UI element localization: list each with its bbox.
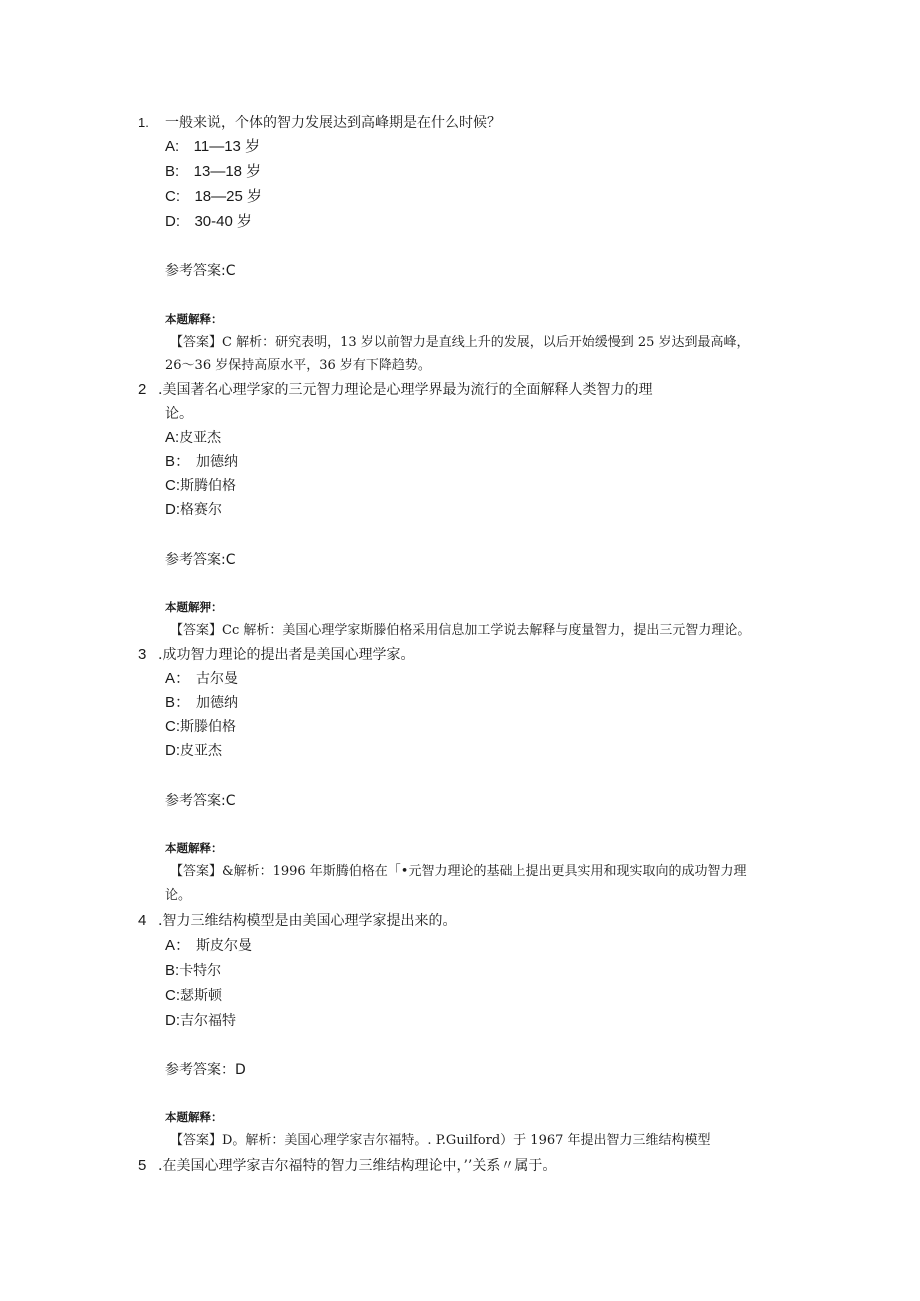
question-text: 一般来说，个体的智力发展达到高峰期是在什么时候？ <box>165 115 501 131</box>
reference-answer: 参考答案：D <box>165 1062 246 1078</box>
option-text: 30-40 岁 <box>194 213 252 230</box>
option-text: 吉尔福特 <box>180 1013 236 1029</box>
option-text: 斯腾伯格 <box>180 478 236 494</box>
question-number: 2 <box>138 381 147 398</box>
explanation-line: 【答案】Cc 解析：美国心理学家斯滕伯格采用信息加工学说去解释与度量智力，提出三元智力理论。 <box>170 623 751 638</box>
option-text: 瑟斯顿 <box>180 988 222 1004</box>
option-text: 加德纳 <box>196 695 239 711</box>
option-b <box>165 453 238 471</box>
option-label: B： <box>165 694 191 711</box>
explanation-title: 本题解狎： <box>165 600 223 614</box>
question-text: .美国著名心理学家的三元智力理论是心理学界最为流行的全面解释人类智力的理 <box>158 382 653 398</box>
option-label: C: <box>165 477 180 494</box>
explanation-title: 本题解释： <box>165 312 223 326</box>
option-label: A: <box>165 429 180 446</box>
option-label: B: <box>165 163 180 180</box>
option-label: A： <box>165 937 191 954</box>
reference-answer: 参考答案:C <box>165 263 236 279</box>
question-text: .成功智力理论的提出者是美国心理学家。 <box>158 647 415 663</box>
option-text: 斯滕伯格 <box>180 719 236 735</box>
option-d <box>165 1012 236 1030</box>
explanation-title: 本题解释： <box>165 841 223 855</box>
option-label: B： <box>165 453 191 470</box>
reference-answer: 参考答案:C <box>165 552 236 568</box>
option-d <box>165 742 222 760</box>
option-b <box>165 962 221 980</box>
question-text: 论。 <box>165 406 193 422</box>
question-text: .智力三维结构模型是由美国心理学家提出来的。 <box>158 913 457 929</box>
option-text: 18—25 岁 <box>194 188 262 205</box>
question-text: .在美国心理学家吉尔福特的智力三维结构理论中，’’关系〃属于。 <box>158 1158 557 1174</box>
option-label: D: <box>165 501 180 518</box>
option-label: C: <box>165 188 180 205</box>
option-c <box>165 477 236 495</box>
question-number: 4 <box>138 912 147 929</box>
option-text: 皮亚杰 <box>180 743 222 759</box>
option-text: 卡特尔 <box>179 963 222 979</box>
option-label: C: <box>165 987 180 1004</box>
option-a <box>165 429 221 447</box>
option-c <box>165 987 222 1005</box>
option-text: 斯皮尔曼 <box>196 938 253 954</box>
question-number: 5 <box>138 1157 147 1174</box>
option-b <box>165 163 261 181</box>
option-label: D: <box>165 1012 180 1029</box>
option-label: D: <box>165 213 180 230</box>
option-text: 格赛尔 <box>180 502 222 518</box>
option-label: A: <box>165 138 180 155</box>
option-label: D: <box>165 742 180 759</box>
option-b <box>165 694 238 712</box>
option-a <box>165 937 252 955</box>
option-text: 13—18 岁 <box>193 163 262 180</box>
option-c <box>165 188 262 206</box>
option-d <box>165 213 252 231</box>
explanation-line: 26～36 岁保持高原水平，36 岁有下降趋势。 <box>165 358 431 373</box>
explanation-title: 本题解释： <box>165 1110 223 1124</box>
option-text: 加德纳 <box>196 454 239 470</box>
option-a <box>165 670 238 688</box>
question-number: 3 <box>138 646 147 663</box>
question-number: 1. <box>138 115 149 130</box>
explanation-line: 【答案】D。解析：美国心理学家吉尔福特。. P.Guilford）于 1967 年提出智力三维结构模型 <box>170 1133 711 1148</box>
option-d <box>165 501 222 519</box>
option-label: B: <box>165 962 180 979</box>
option-a <box>165 138 260 156</box>
reference-answer: 参考答案:C <box>165 793 236 809</box>
option-c <box>165 718 236 736</box>
explanation-line: 【答案】&解析：1996 年斯腾伯格在「•元智力理论的基础上提出更具实用和现实取向的成功智力理 <box>170 864 747 879</box>
option-text: 皮亚杰 <box>179 430 222 446</box>
option-label: A： <box>165 670 191 687</box>
option-text: 11—13 岁 <box>193 138 261 155</box>
option-label: C: <box>165 718 180 735</box>
option-text: 古尔曼 <box>196 671 239 687</box>
explanation-line: 论。 <box>165 888 192 903</box>
explanation-line: 【答案】C 解析：研究表明，13 岁以前智力是直线上升的发展，以后开始缓慢到 25 岁达到最高峰， <box>170 335 750 350</box>
